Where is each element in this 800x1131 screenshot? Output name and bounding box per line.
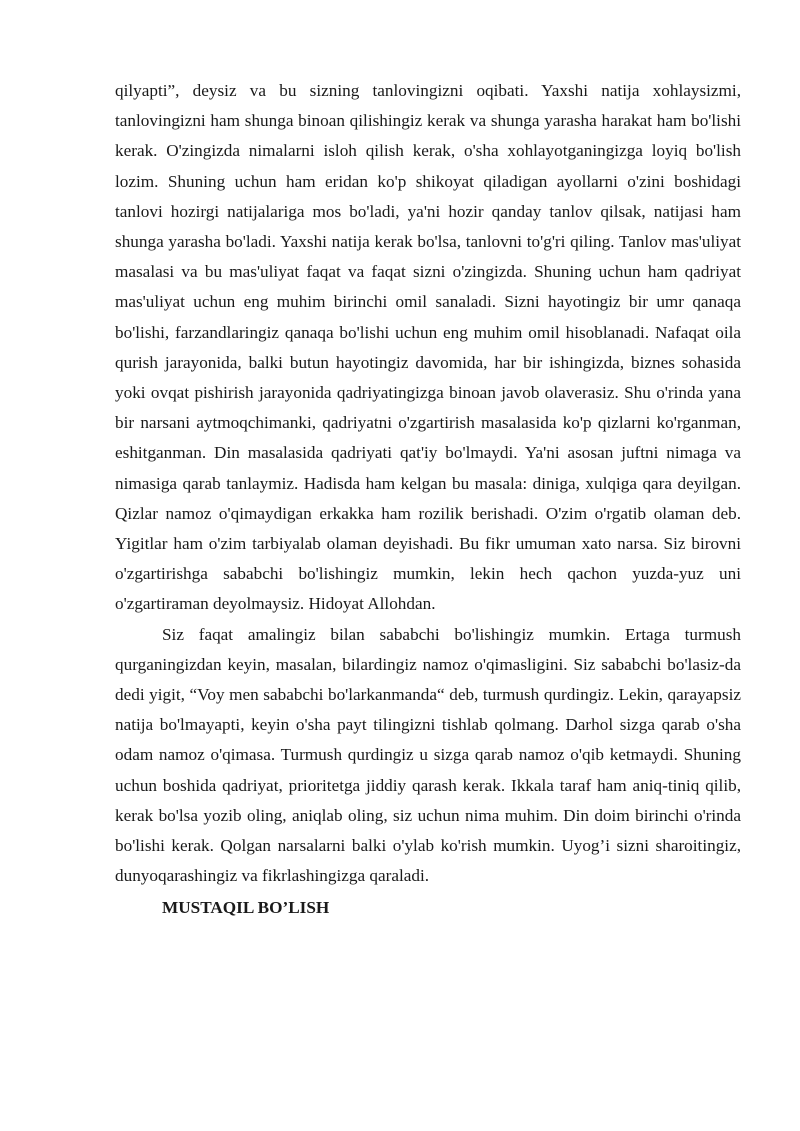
document-page — [115, 76, 741, 924]
body-paragraph-2: Siz faqat amalingiz bilan sababchi bo'lishingiz mumkin. Ertaga turmush qurganingizdan keyin, masalan, bilardingiz namoz o'qimasligini. Siz sababchi bo'lasiz-da dedi yigit, “Voy men sababchi bo'larkanmanda“ deb, turmush qurdingiz. Lekin, qarayapsiz natija bo'lmayapti, keyin o'sha payt tilingizni tishlab qolmang. Darhol sizga qarab o'sha odam namoz o'qimasa. Turmush qurdingiz u sizga qarab namoz o'qib ketmaydi. Shuning uchun boshida qadriyat, prioritetga jiddiy qarash kerak. Ikkala taraf ham aniq-tiniq qilib, kerak bo'lsa yozib oling, aniqlab oling, siz uchun nima muhim. Din doim birinchi o'rinda bo'lishi kerak. Qolgan narsalarni balki o'ylab ko'rish mumkin. Uyog’i sizni sharoitingiz, dunyoqarashingiz va fikrlashingizga qaraladi. — [115, 624, 741, 886]
body-paragraph-1: qilyapti”, deysiz va bu sizning tanlovingizni oqibati. Yaxshi natija xohlaysizmi, tanlovingizni ham shunga binoan qilishingiz kerak va shunga yarasha harakat ham bo'lishi kerak. O'zingizda nimalarni isloh qilish kerak, o'sha xohlayotganingizga loyiq bo'lish lozim. Shuning uchun ham eridan ko'p shikoyat qiladigan ayollarni o'zini boshidagi tanlovi hozirgi natijalariga mos bo'ladi, ya'ni hozir qanday tanlov qilsak, natijasi ham shunga yarasha bo'ladi. Yaxshi natija kerak bo'lsa, tanlovni to'g'ri qiling. Tanlov mas'uliyat masalasi va bu mas'uliyat faqat va faqat sizni o'zingizda. Shuning uchun ham qadriyat mas'uliyat uchun eng muhim birinchi omil sanaladi. Sizni hayotingiz bir umr qanaqa bo'lishi, farzandlaringiz qanaqa bo'lishi uchun eng muhim omil hisoblanadi. Nafaqat oila qurish jarayonida, balki butun hayotingiz davomida, har bir ishingizda, biznes sohasida yoki ovqat pishirish jarayonida qadriyatingizga binoan javob olaverasiz. Shu o'rinda yana bir narsani aytmoqchimanki, qadriyatni o'zgartirish masalasida ko'p qizlarni ko'rganman, eshitganman. Din masalasida qadriyati qat'iy bo'lmaydi. Ya'ni asosan juftni nimaga va nimasiga qarab tanlaymiz. Hadisda ham kelgan bu masala: diniga, xulqiga qara deyilgan. Qizlar namoz o'qimaydigan erkakka ham rozilik berishadi. O'zim o'rgatib olaman deb. Yigitlar ham o'zim tarbiyalab olaman deyishadi. Bu fikr umuman xato narsa. Siz birovni o'zgartirishga sababchi bo'lishingiz mumkin, lekin hech qachon yuzda-yuz uni o'zgartiraman deyolmaysiz. Hidoyat Allohdan. — [115, 81, 741, 614]
section-heading: MUSTAQIL BO’LISH — [162, 898, 330, 918]
